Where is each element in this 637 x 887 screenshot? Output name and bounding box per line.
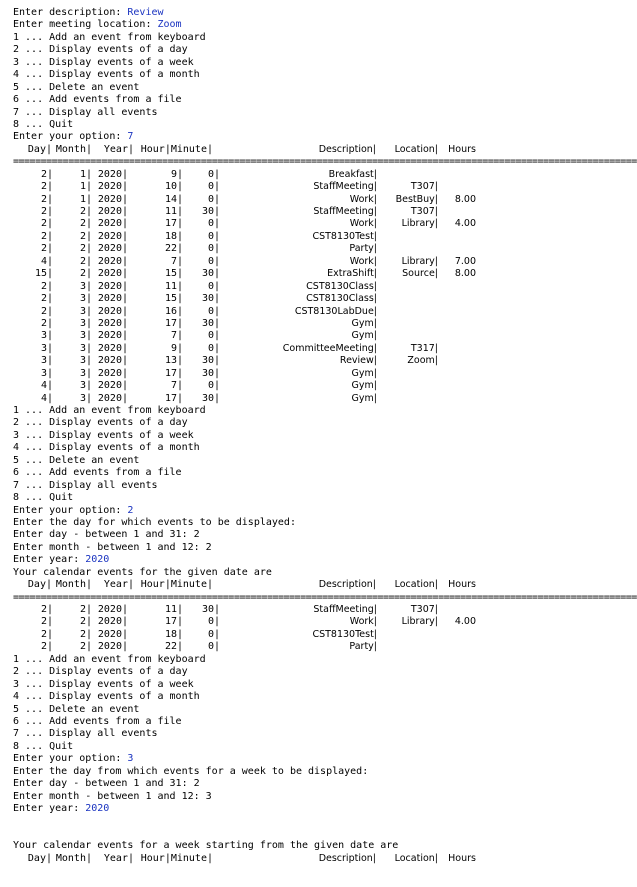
cell-year: 2020|	[97, 193, 128, 205]
menu-item: 8 ... Quit	[13, 740, 74, 752]
cell-minute: 0|	[207, 616, 220, 628]
cell-minute: 30|	[201, 367, 220, 379]
cell-year: 2020|	[97, 168, 128, 180]
menu-item: 7 ... Display all events	[13, 479, 158, 491]
cell-year: 2020|	[97, 230, 128, 242]
cell-day: 2|	[40, 168, 53, 180]
cell-day: 4|	[40, 380, 53, 392]
cell-minute: 0|	[207, 243, 220, 255]
cell-hour: 10|	[164, 181, 183, 193]
cell-day: 3|	[40, 330, 53, 342]
cell-minute: 30|	[201, 355, 220, 367]
cell-hour: 15|	[164, 293, 183, 305]
cell-desc: Gym|	[351, 367, 377, 379]
cell-day: 4|	[40, 255, 53, 267]
menu-item: 1 ... Add an event from keyboard	[13, 405, 206, 416]
table-row	[13, 330, 618, 342]
menu-item: 7 ... Display all events	[13, 728, 158, 740]
cell-year: 2020|	[97, 392, 128, 404]
cell-year: 2020|	[97, 604, 128, 615]
cell-month: 2|	[79, 628, 92, 640]
option-prompt	[13, 505, 618, 517]
cell-year: 2020|	[97, 255, 128, 267]
cell-month: 1|	[79, 193, 92, 205]
cell-month: 3|	[79, 355, 92, 367]
cell-desc: CST8130Test|	[312, 230, 377, 242]
cell-month: 3|	[79, 342, 92, 354]
column-header-month: Month|	[55, 852, 92, 864]
year-prompt	[13, 803, 618, 815]
cell-year: 2020|	[97, 355, 128, 367]
day-prompt: Enter day - between 1 and 31: 2	[13, 529, 200, 541]
cell-hour: 22|	[164, 641, 183, 653]
cell-hour: 17|	[164, 367, 183, 379]
year-prompt	[13, 554, 618, 566]
cell-month: 3|	[79, 380, 92, 392]
table-row	[13, 293, 618, 305]
cell-minute: 30|	[201, 317, 220, 329]
cell-year: 2020|	[97, 218, 128, 230]
cell-year: 2020|	[97, 305, 128, 317]
cell-month: 2|	[79, 206, 92, 217]
cell-day: 2|	[40, 616, 53, 628]
cell-desc: CST8130Class|	[306, 280, 377, 292]
column-header-hours: Hours	[448, 143, 476, 155]
cell-minute: 30|	[201, 206, 220, 217]
cell-month: 2|	[79, 641, 92, 653]
cell-minute: 30|	[201, 268, 220, 280]
column-header-year: Year|	[103, 852, 134, 864]
prompt-label: Enter description:	[13, 7, 128, 18]
cell-loc: T317|	[410, 342, 438, 354]
column-header-day: Day|	[27, 852, 52, 864]
menu-item: 8 ... Quit	[13, 118, 74, 130]
menu-item: 1 ... Add an event from keyboard	[13, 31, 206, 43]
table-row	[13, 318, 618, 330]
prompt-value: 2	[127, 504, 134, 516]
console-output	[13, 7, 637, 865]
cell-month: 3|	[79, 305, 92, 317]
cell-day: 4|	[40, 392, 53, 404]
cell-month: 2|	[79, 218, 92, 230]
cell-desc: Work|	[349, 193, 377, 205]
menu-item: 5 ... Delete an event	[13, 454, 140, 466]
prompt-label: Enter meeting location:	[13, 19, 158, 31]
cell-month: 3|	[79, 330, 92, 342]
table-row	[13, 243, 618, 255]
prompt-label: Enter your option:	[13, 753, 128, 765]
column-header-year: Year|	[103, 579, 134, 591]
cell-hour: 22|	[164, 243, 183, 255]
cell-year: 2020|	[97, 181, 128, 193]
column-header-hourminute: Hour|Minute|	[140, 852, 213, 864]
cell-hour: 15|	[164, 268, 183, 280]
menu-item: 4 ... Display events of a month	[13, 691, 200, 703]
table-header	[13, 144, 618, 156]
column-header-location: Location|	[394, 579, 438, 591]
cell-hour: 14|	[164, 193, 183, 205]
column-header-location: Location|	[394, 143, 438, 155]
cell-desc: CST8130LabDue|	[294, 305, 377, 317]
cell-hour: 13|	[164, 355, 183, 367]
cell-desc: Review|	[339, 355, 377, 367]
cell-hours: 8.00	[454, 268, 476, 280]
cell-minute: 0|	[207, 641, 220, 653]
cell-day: 3|	[40, 355, 53, 367]
prompt-label: Enter your option:	[13, 504, 128, 516]
table-row	[13, 368, 618, 380]
cell-desc: Party|	[349, 243, 377, 255]
menu-item: 4 ... Display events of a month	[13, 69, 200, 81]
cell-desc: Party|	[349, 641, 377, 653]
cell-hour: 17|	[164, 616, 183, 628]
cell-hour: 7|	[170, 380, 183, 392]
table-row	[13, 355, 618, 367]
cell-hour: 7|	[170, 330, 183, 342]
cell-day: 2|	[40, 206, 53, 217]
column-header-hours: Hours	[448, 579, 476, 591]
menu-item: 2 ... Display events of a day	[13, 44, 188, 56]
cell-year: 2020|	[97, 628, 128, 640]
prompt-label: Enter year:	[13, 554, 86, 566]
cell-loc: T307|	[410, 206, 438, 217]
cell-hour: 9|	[170, 342, 183, 354]
cell-loc: BestBuy|	[395, 193, 438, 205]
menu-item: 3 ... Display events of a week	[13, 678, 194, 690]
cell-month: 3|	[79, 317, 92, 329]
cell-desc: Gym|	[351, 392, 377, 404]
blank-line	[13, 828, 618, 840]
cell-desc: CommitteeMeeting|	[282, 342, 377, 354]
day-from-prompt: Enter the day from which events for a week to be displayed:	[13, 765, 369, 777]
column-header-location: Location|	[394, 852, 438, 864]
cell-year: 2020|	[97, 280, 128, 292]
table-row	[13, 616, 618, 628]
cell-month: 3|	[79, 280, 92, 292]
cell-month: 3|	[79, 392, 92, 404]
cell-desc: StaffMeeting|	[313, 604, 377, 615]
cell-month: 3|	[79, 367, 92, 379]
table-row	[13, 169, 618, 181]
cell-hours: 4.00	[454, 218, 476, 230]
prompt-value: Review	[127, 7, 164, 18]
menu-item: 4 ... Display events of a month	[13, 442, 200, 454]
cell-desc: Gym|	[351, 317, 377, 329]
cell-minute: 0|	[207, 330, 220, 342]
prompt-label: Enter your option:	[13, 131, 128, 143]
cell-year: 2020|	[97, 243, 128, 255]
cell-loc: T307|	[410, 604, 438, 615]
table-row	[13, 218, 618, 230]
menu-item: 6 ... Add events from a file	[13, 715, 182, 727]
cell-month: 2|	[79, 230, 92, 242]
cell-minute: 30|	[201, 604, 220, 615]
cell-day: 2|	[40, 280, 53, 292]
table-row	[13, 393, 618, 405]
cell-minute: 0|	[207, 380, 220, 392]
cell-day: 2|	[40, 218, 53, 230]
cell-hour: 11|	[164, 604, 183, 615]
column-header-hourminute: Hour|Minute|	[140, 579, 213, 591]
cell-minute: 0|	[207, 193, 220, 205]
cell-minute: 0|	[207, 255, 220, 267]
cell-hour: 18|	[164, 230, 183, 242]
cell-loc: T307|	[410, 181, 438, 193]
column-header-hours: Hours	[448, 852, 476, 864]
prompt-value: 3	[127, 753, 134, 765]
cell-hours: 8.00	[454, 193, 476, 205]
cell-year: 2020|	[97, 293, 128, 305]
prompt-value: 2020	[85, 803, 110, 814]
cell-day: 2|	[40, 193, 53, 205]
day-for-prompt: Enter the day for which events to be displayed:	[13, 516, 296, 528]
month-prompt: Enter month - between 1 and 12: 3	[13, 790, 212, 802]
table-row	[13, 268, 618, 280]
cell-desc: Gym|	[351, 380, 377, 392]
menu-item: 3 ... Display events of a week	[13, 429, 194, 441]
cell-desc: ExtraShift|	[327, 268, 377, 280]
cell-day: 3|	[40, 367, 53, 379]
cell-day: 2|	[40, 243, 53, 255]
blank-line	[13, 815, 618, 827]
option-prompt	[13, 753, 618, 765]
cell-loc: Source|	[402, 268, 438, 280]
cell-minute: 0|	[207, 305, 220, 317]
description-prompt	[13, 7, 618, 19]
result-title: Your calendar events for a week starting from the given date are	[13, 840, 399, 852]
cell-loc: Library|	[401, 255, 438, 267]
cell-desc: Work|	[349, 255, 377, 267]
cell-day: 2|	[40, 604, 53, 615]
cell-year: 2020|	[97, 342, 128, 354]
cell-day: 2|	[40, 317, 53, 329]
cell-month: 2|	[79, 616, 92, 628]
cell-year: 2020|	[97, 268, 128, 280]
menu-item: 6 ... Add events from a file	[13, 94, 182, 106]
prompt-value: 7	[127, 131, 134, 143]
cell-year: 2020|	[97, 641, 128, 653]
cell-year: 2020|	[97, 330, 128, 342]
menu-item: 5 ... Delete an event	[13, 703, 140, 715]
cell-desc: Work|	[349, 616, 377, 628]
result-title: Your calendar events for the given date are	[13, 566, 272, 578]
cell-month: 2|	[79, 255, 92, 267]
cell-year: 2020|	[97, 380, 128, 392]
cell-day: 2|	[40, 181, 53, 193]
cell-year: 2020|	[97, 367, 128, 379]
prompt-value: 2020	[85, 554, 110, 566]
table-header	[13, 853, 618, 865]
column-header-description: Description|	[318, 579, 376, 591]
cell-day: 2|	[40, 305, 53, 317]
menu-item: 1 ... Add an event from keyboard	[13, 653, 206, 665]
prompt-label: Enter year:	[13, 803, 86, 814]
table-header	[13, 579, 618, 591]
cell-loc: Zoom|	[407, 355, 438, 367]
cell-hour: 7|	[170, 255, 183, 267]
cell-month: 3|	[79, 293, 92, 305]
table-row	[13, 380, 618, 392]
cell-desc: StaffMeeting|	[313, 206, 377, 217]
cell-year: 2020|	[97, 317, 128, 329]
cell-hours: 4.00	[454, 616, 476, 628]
cell-month: 2|	[79, 268, 92, 280]
menu-item: 6 ... Add events from a file	[13, 467, 182, 479]
option-prompt	[13, 131, 618, 143]
month-prompt: Enter month - between 1 and 12: 2	[13, 541, 212, 553]
cell-year: 2020|	[97, 206, 128, 217]
column-header-month: Month|	[55, 579, 92, 591]
column-header-month: Month|	[55, 143, 92, 155]
cell-day: 2|	[40, 641, 53, 653]
table-row	[13, 231, 618, 243]
cell-day: 2|	[40, 293, 53, 305]
menu-item: 5 ... Delete an event	[13, 81, 140, 93]
cell-hour: 18|	[164, 628, 183, 640]
table-row	[13, 281, 618, 293]
cell-loc: Library|	[401, 218, 438, 230]
column-header-year: Year|	[103, 143, 134, 155]
cell-minute: 0|	[207, 342, 220, 354]
table-row	[13, 604, 618, 616]
cell-month: 1|	[79, 181, 92, 193]
table-row	[13, 194, 618, 206]
table-row	[13, 306, 618, 318]
day-prompt: Enter day - between 1 and 31: 2	[13, 778, 200, 790]
cell-desc: CST8130Test|	[312, 628, 377, 640]
menu-item: 8 ... Quit	[13, 492, 74, 504]
cell-minute: 0|	[207, 280, 220, 292]
cell-year: 2020|	[97, 616, 128, 628]
cell-minute: 0|	[207, 218, 220, 230]
menu-item: 2 ... Display events of a day	[13, 417, 188, 429]
cell-desc: Work|	[349, 218, 377, 230]
cell-hour: 16|	[164, 305, 183, 317]
cell-hour: 11|	[164, 280, 183, 292]
column-header-description: Description|	[318, 143, 376, 155]
menu-item: 3 ... Display events of a week	[13, 56, 194, 68]
cell-day: 2|	[40, 230, 53, 242]
cell-desc: Breakfast|	[328, 168, 377, 180]
cell-minute: 0|	[207, 181, 220, 193]
cell-minute: 0|	[207, 230, 220, 242]
cell-day: 15|	[34, 268, 53, 280]
column-header-day: Day|	[27, 579, 52, 591]
table-row	[13, 641, 618, 653]
cell-hours: 7.00	[454, 255, 476, 267]
cell-loc: Library|	[401, 616, 438, 628]
menu-item: 2 ... Display events of a day	[13, 666, 188, 678]
cell-minute: 0|	[207, 168, 220, 180]
table-row	[13, 629, 618, 641]
cell-hour: 17|	[164, 317, 183, 329]
location-prompt	[13, 19, 618, 31]
cell-month: 1|	[79, 168, 92, 180]
cell-desc: Gym|	[351, 330, 377, 342]
column-header-hourminute: Hour|Minute|	[140, 143, 213, 155]
cell-hour: 17|	[164, 392, 183, 404]
cell-month: 2|	[79, 243, 92, 255]
cell-month: 2|	[79, 604, 92, 615]
table-row	[13, 181, 618, 193]
table-row	[13, 343, 618, 355]
table-row	[13, 256, 618, 268]
table-separator: =================================================================================================================	[13, 156, 637, 168]
cell-minute: 0|	[207, 628, 220, 640]
cell-desc: StaffMeeting|	[313, 181, 377, 193]
cell-minute: 30|	[201, 392, 220, 404]
cell-day: 2|	[40, 628, 53, 640]
cell-desc: CST8130Class|	[306, 293, 377, 305]
table-row	[13, 206, 618, 218]
cell-hour: 9|	[170, 168, 183, 180]
column-header-description: Description|	[318, 852, 376, 864]
cell-day: 3|	[40, 342, 53, 354]
menu-item: 7 ... Display all events	[13, 106, 158, 118]
cell-hour: 17|	[164, 218, 183, 230]
prompt-value: Zoom	[157, 19, 182, 31]
cell-minute: 30|	[201, 293, 220, 305]
table-separator: =================================================================================================================	[13, 591, 637, 603]
cell-hour: 11|	[164, 206, 183, 217]
column-header-day: Day|	[27, 143, 52, 155]
